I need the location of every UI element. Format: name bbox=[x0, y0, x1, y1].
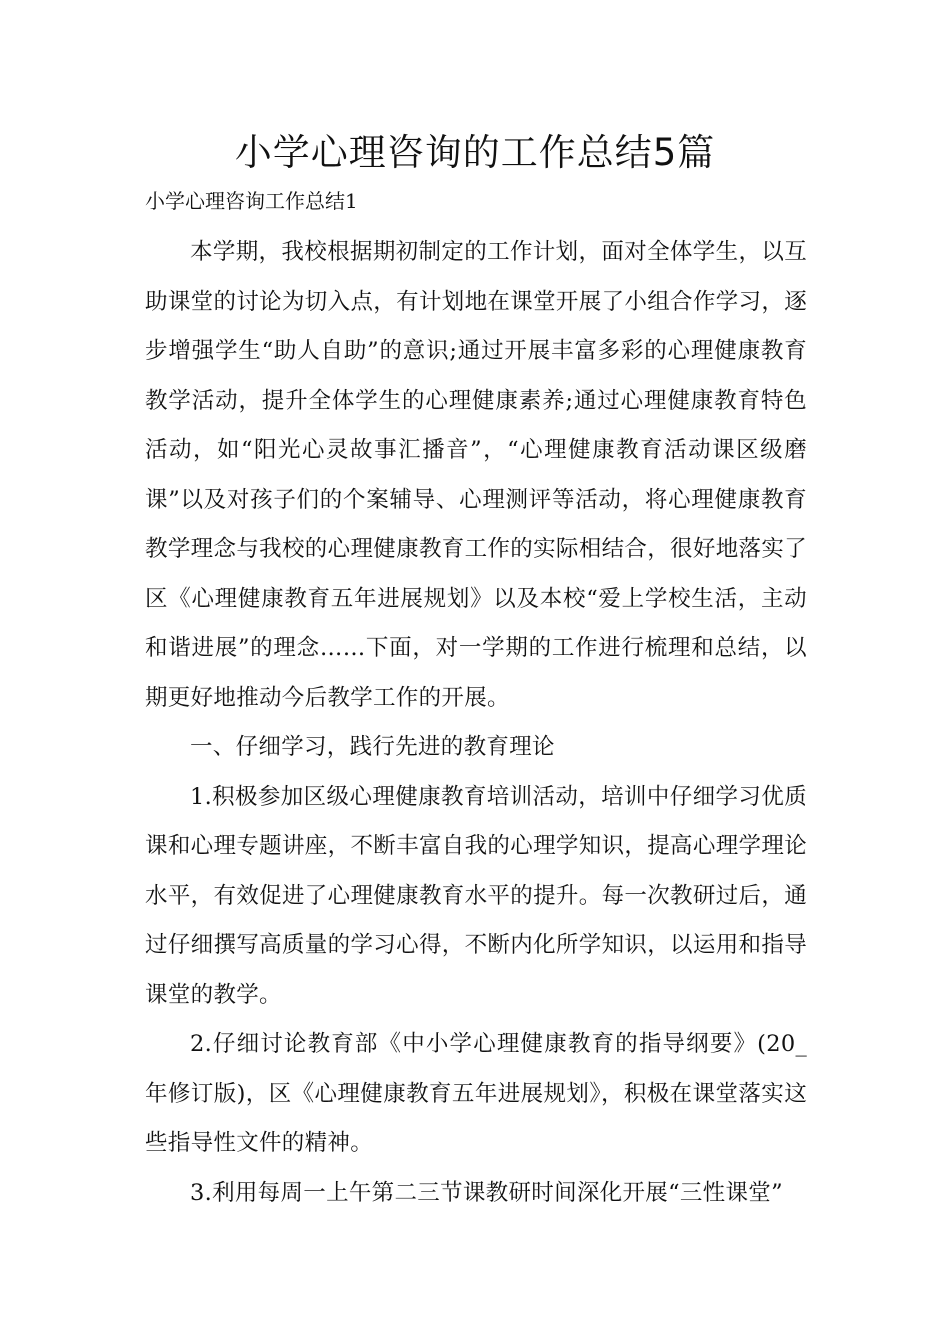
document-title: 小学心理咨询的工作总结5篇 bbox=[234, 131, 716, 174]
document-subtitle: 小学心理咨询工作总结1 bbox=[145, 189, 358, 213]
paragraph-section-heading: 一、仔细学习，践行先进的教育理论 bbox=[190, 734, 555, 760]
paragraph-item-2: 2.仔细讨论教育部《中小学心理健康教育的指导纲要》(20_年修订版)，区《心理健康教育五年进展规划》，积极在课堂落实这些指导性文件的精神。 bbox=[145, 1031, 807, 1156]
paragraph-intro: 本学期，我校根据期初制定的工作计划，面对全体学生，以互助课堂的讨论为切入点，有计划地在课堂开展了小组合作学习，逐步增强学生“助人自助”的意识;通过开展丰富多彩的心理健康教育教学活动，提升全体学生的心理健康素养;通过心理健康教育特色活动，如“阳光心灵故事汇播音”，“心理健康教育活动课区级磨课”以及对孩子们的个案辅导、心理测评等活动，将心理健康教育教学理念与我校的心理健康教育工作的实际相结合，很好地落实了区《心理健康教育五年进展规划》以及本校“爱上学校生活，主动和谐进展”的理念……下面，对一学期的工作进行梳理和总结，以期更好地推动今后教学工作的开展。 bbox=[145, 239, 807, 711]
document-body bbox=[145, 228, 807, 1218]
paragraph-item-1: 1.积极参加区级心理健康教育培训活动，培训中仔细学习优质课和心理专题讲座，不断丰富自我的心理学知识，提高心理学理论水平，有效促进了心理健康教育水平的提升。每一次教研过后，通过仔细撰写高质量的学习心得，不断内化所学知识，以运用和指导课堂的教学。 bbox=[145, 783, 807, 1008]
paragraph-item-3: 3.利用每周一上午第二三节课教研时间深化开展“三性课堂” bbox=[190, 1179, 783, 1206]
